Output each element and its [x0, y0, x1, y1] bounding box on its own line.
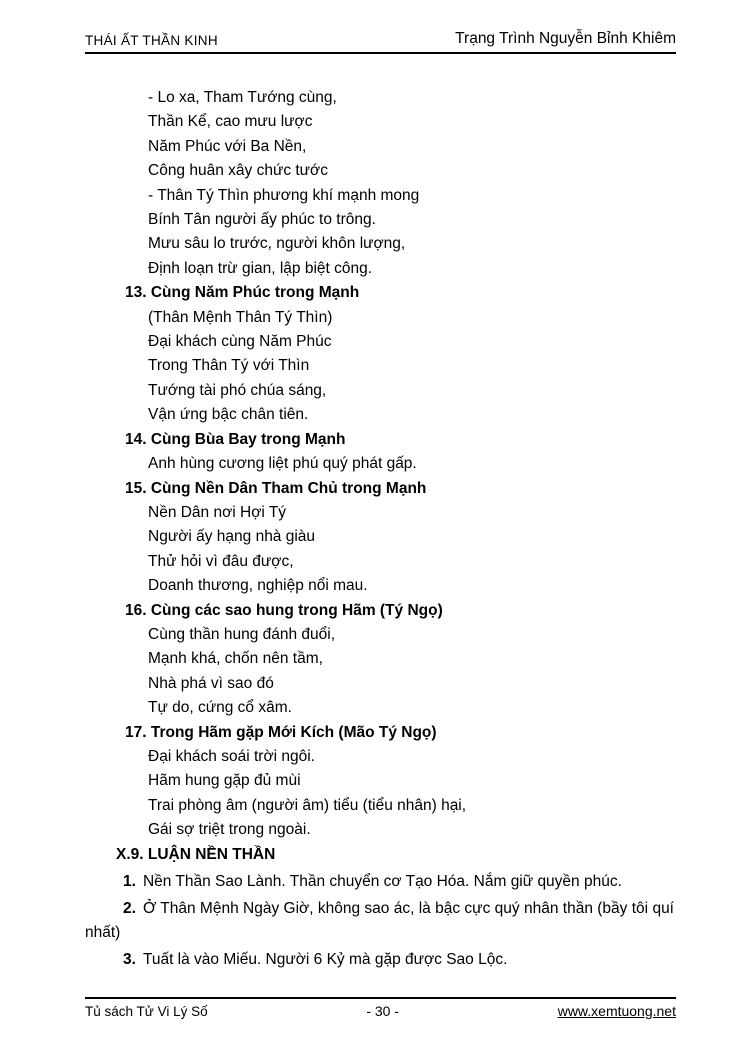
header-rule	[85, 52, 676, 54]
item-number: 2.	[123, 899, 136, 917]
verse-line: Tự do, cứng cổ xâm.	[148, 699, 292, 717]
numbered-item	[85, 948, 674, 972]
section-number-heading: 15. Cùng Nền Dân Tham Chủ trong Mạnh	[125, 479, 427, 497]
verse-line: Thần Kể, cao mưu lược	[148, 113, 313, 131]
verse-line: Định loạn trừ gian, lập biệt công.	[148, 259, 373, 277]
item-text: Tuất là vào Miếu. Người 6 Kỷ mà gặp được Sao Lộc.	[142, 951, 508, 968]
verse-line: Đại khách soái trời ngôi.	[148, 747, 315, 765]
section-number-heading: 17. Trong Hãm gặp Mới Kích (Mão Tý Ngọ)	[125, 723, 437, 741]
verse-line: Đại khách cùng Năm Phúc	[148, 333, 332, 351]
item-text: Ở Thân Mệnh Ngày Giờ, không sao ác, là bậc cực quý nhân thần (bầy tôi quí nhất)	[85, 899, 674, 941]
verse-line: Nền Dân nơi Hợi Tý	[148, 503, 287, 521]
verse-line: Gái sợ triệt trong ngoài.	[148, 821, 311, 839]
chapter-heading: X.9. LUẬN NỀN THẦN	[116, 845, 276, 863]
numbered-item	[85, 897, 674, 946]
item-text: Nền Thần Sao Lành. Thần chuyển cơ Tạo Hóa. Nắm giữ quyền phúc.	[142, 872, 622, 890]
verse-line: Doanh thương, nghiệp nổi mau.	[148, 577, 368, 595]
verse-line: Mạnh khá, chốn nên tầm,	[148, 650, 323, 668]
verse-line: Công huân xây chức tước	[148, 162, 328, 180]
document-title: THÁI ẤT THẦN KINH	[85, 33, 218, 48]
verse-line: Vận ứng bậc chân tiên.	[148, 406, 309, 424]
verse-line: Hãm hung gặp đủ mùi	[148, 772, 301, 790]
verse-line: Cùng thần hung đánh đuổi,	[148, 625, 336, 643]
item-number: 3.	[123, 951, 136, 968]
content-area	[85, 86, 674, 972]
verse-line: Nhà phá vì sao đó	[148, 674, 274, 692]
verse-line: Tướng tài phó chúa sáng,	[148, 381, 327, 399]
verse-line: Năm Phúc với Ba Nền,	[148, 137, 307, 155]
section-number-heading: 13. Cùng Năm Phúc trong Mạnh	[125, 284, 360, 302]
verse-line: Bính Tân người ấy phúc to trông.	[148, 211, 376, 229]
verse-line: - Lo xa, Tham Tướng cùng,	[148, 89, 337, 106]
section-number-heading: 14. Cùng Bùa Bay trong Mạnh	[125, 430, 346, 448]
verse-line: (Thân Mệnh Thân Tý Thìn)	[148, 308, 333, 326]
verse-line: Người ấy hạng nhà giàu	[148, 528, 316, 546]
page-footer	[85, 997, 676, 1019]
verse-line: Thử hỏi vì đâu được,	[148, 552, 294, 570]
verse-line: Trai phòng âm (người âm) tiểu (tiểu nhân) hại,	[148, 796, 467, 814]
document-author: Trạng Trình Nguyễn Bỉnh Khiêm	[455, 30, 676, 47]
verse-line: - Thân Tý Thìn phương khí mạnh mong	[148, 186, 420, 204]
verse-line: Trong Thân Tý với Thìn	[148, 357, 310, 375]
footer-page-number: - 30 -	[366, 1003, 399, 1019]
verse-line: Anh hùng cương liệt phú quý phát gấp.	[148, 455, 417, 473]
footer-website-link[interactable]: www.xemtuong.net	[557, 1003, 676, 1019]
item-number: 1.	[123, 872, 136, 890]
section-number-heading: 16. Cùng các sao hung trong Hãm (Tý Ngọ)	[125, 601, 443, 619]
footer-series-label: Tủ sách Tử Vi Lý Số	[85, 1004, 208, 1019]
page-header	[85, 30, 676, 54]
numbered-item	[85, 870, 674, 894]
verse-line: Mưu sâu lo trước, người khôn lượng,	[148, 235, 406, 253]
